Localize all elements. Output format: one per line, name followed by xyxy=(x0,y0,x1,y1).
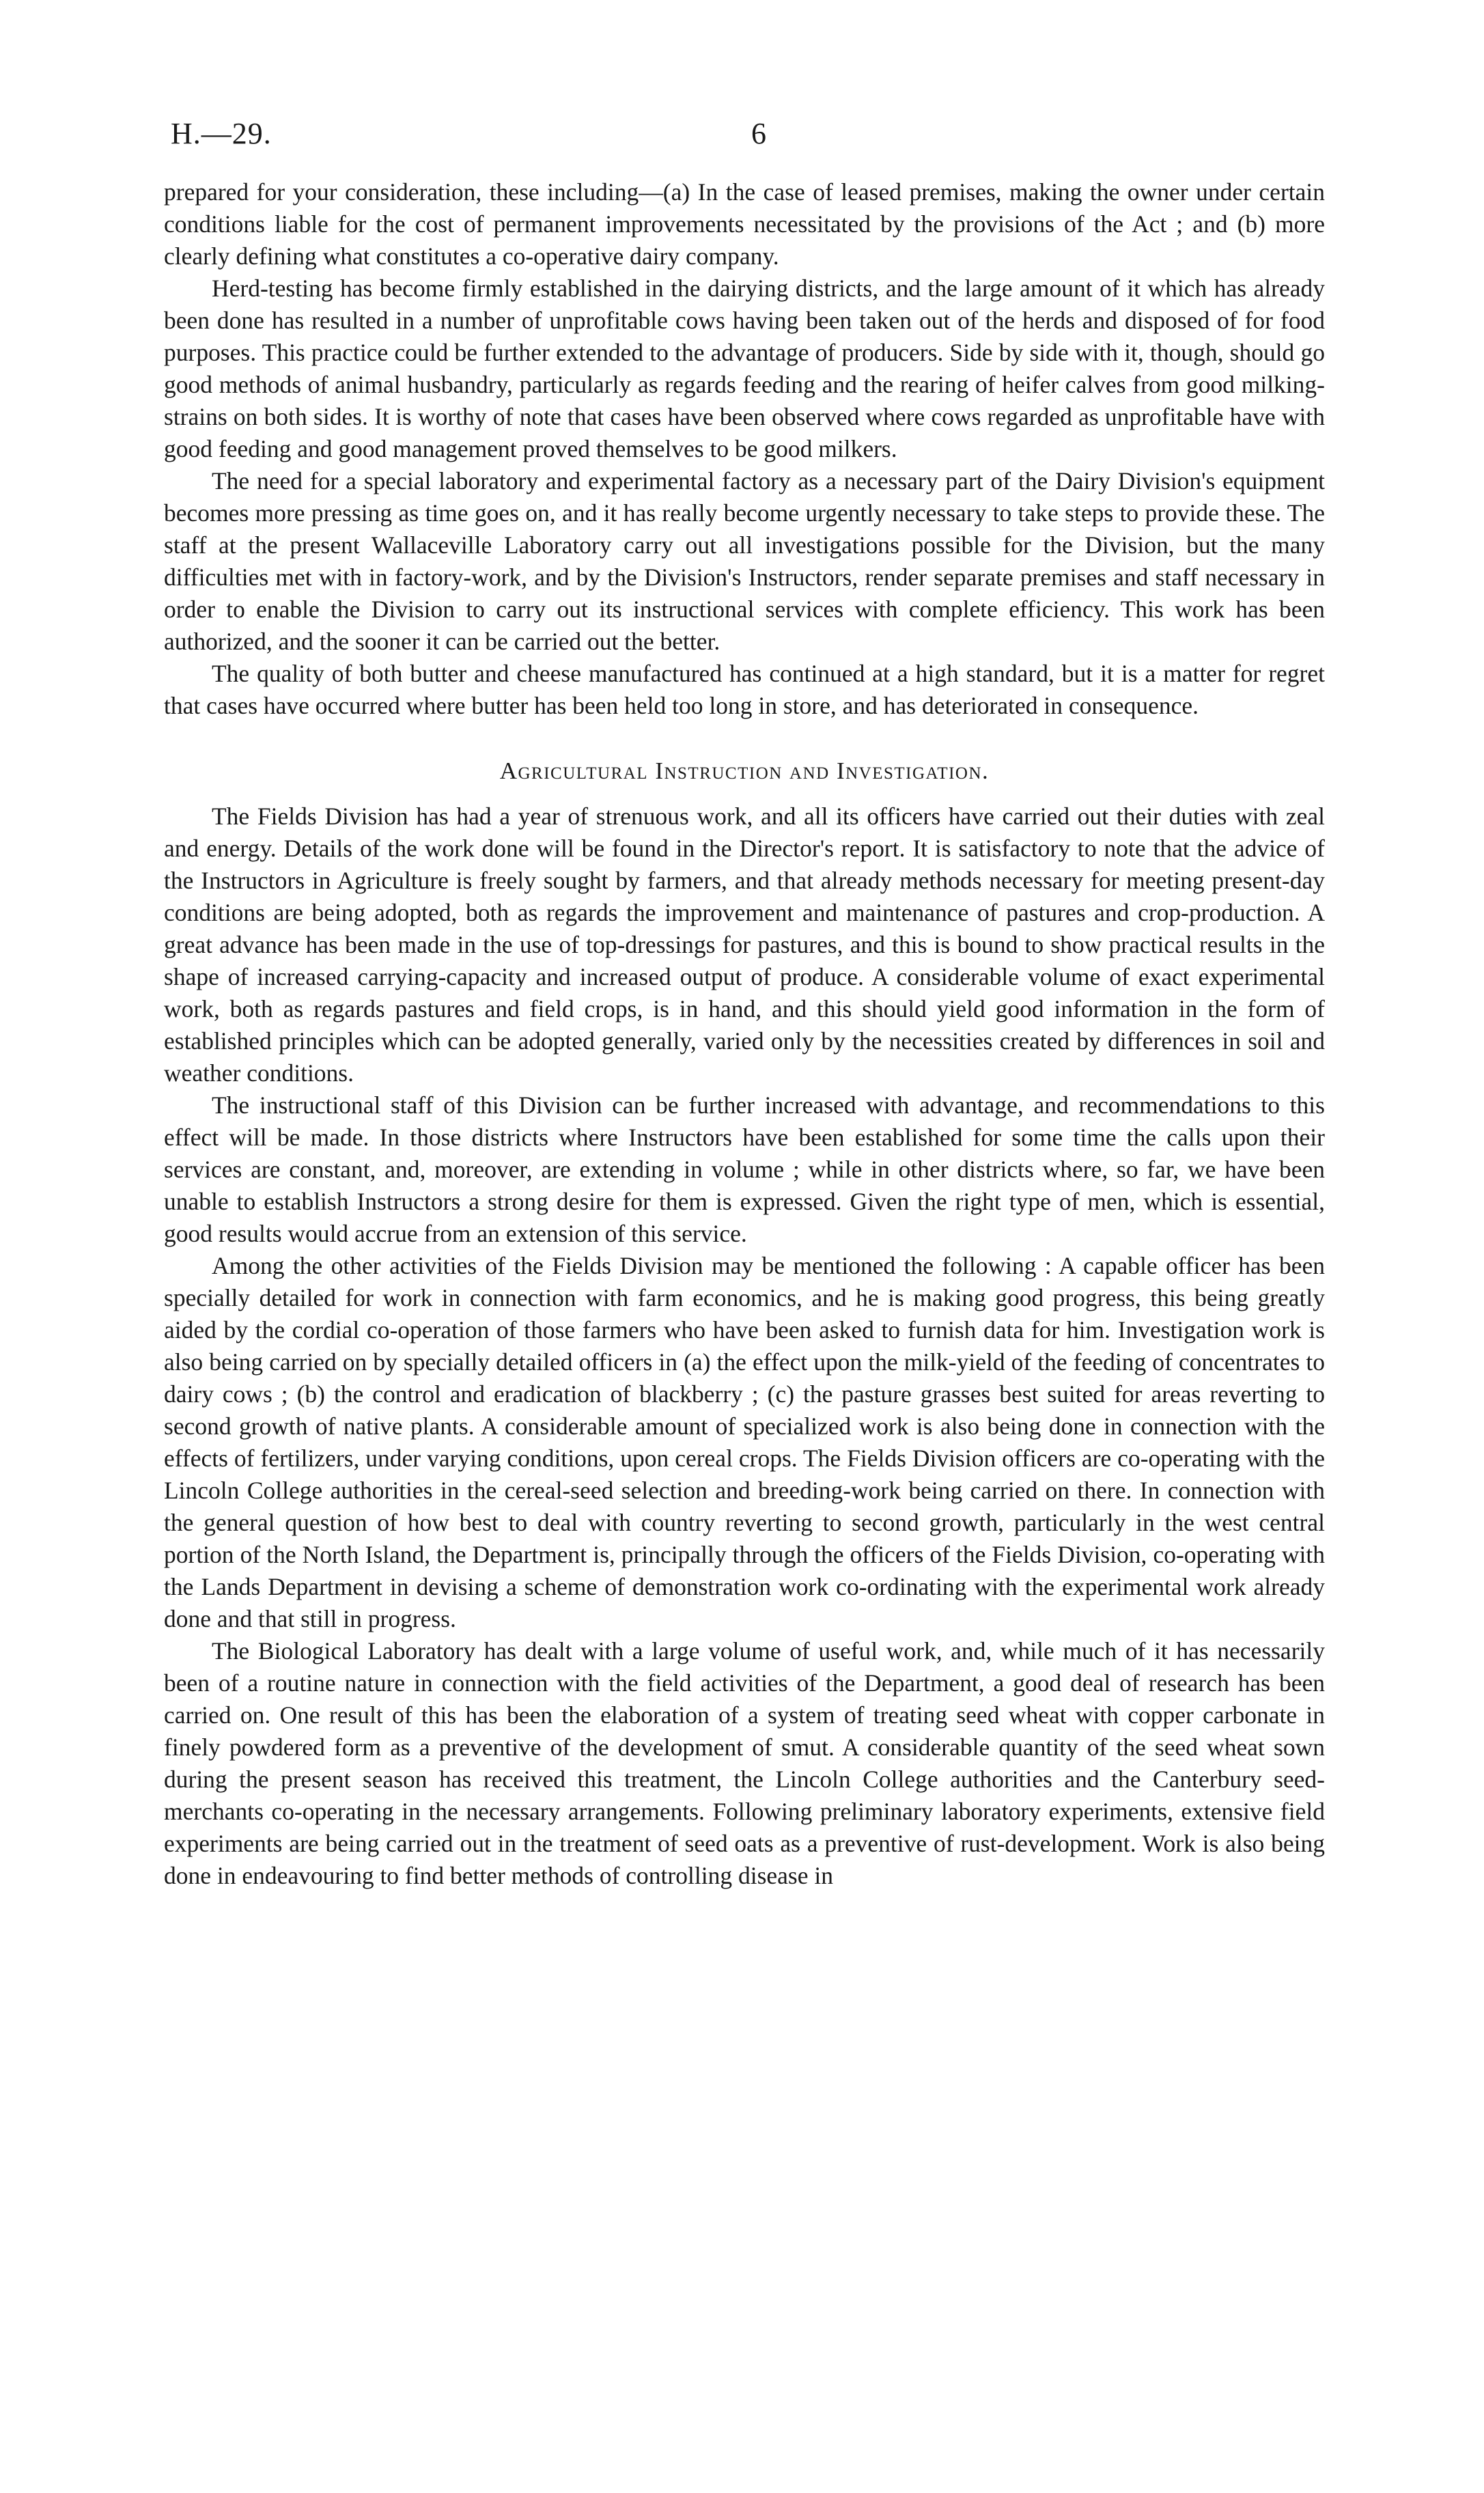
paragraph-herd-testing: Herd-testing has become firmly established in the dairying districts, and the large amount of it which has already been done has resulted in a number of unprofitable cows having been taken out of the herds and disposed of for food purposes. This practice could be further extended to the advantage of producers. Side by side with it, though, should go good methods of animal husbandry, particularly as regards feeding and the rearing of heifer calves from good milking-strains on both sides. It is worthy of note that cases have been observed where cows regarded as unprofitable have with good feeding and good management proved themselves to be good milkers. xyxy=(164,275,1325,462)
paragraph-continuation: prepared for your consideration, these including—(a) In the case of leased premises, making the owner under certain conditions liable for the cost of permanent improvements necessitated by the provisions of the Act ; and (b) more clearly defining what constitutes a co-operative dairy company. xyxy=(164,178,1325,270)
paragraph-biological-laboratory: The Biological Laboratory has dealt with a large volume of useful work, and, while much of it has necessarily been of a routine nature in connection with the field activities of the Department, a good deal of research has been carried on. One result of this has been the elaboration of a system of treating seed wheat with copper carbonate in finely powdered form as a preventive of the development of smut. A considerable quantity of the seed wheat sown during the present season has received this treatment, the Lincoln College authorities and the Canterbury seed-merchants co-operating in the necessary arrangements. Following preliminary laboratory experiments, extensive field experiments are being carried out in the treatment of seed oats as a preventive of rust-development. Work is also being done in endeavouring to find better methods of controlling disease in xyxy=(164,1637,1325,1889)
document-reference: H.—29. xyxy=(171,117,272,150)
paragraph-other-activities: Among the other activities of the Fields Division may be mentioned the following : A capable officer has been specially detailed for work in connection with farm economics, and he is making good progress, this being greatly aided by the cordial co-operation of those farmers who have been asked to furnish data for him. Investigation work is also being carried on by specially detailed officers in (a) the effect upon the milk-yield of the feeding of concentrates to dairy cows ; (b) the control and eradication of blackberry ; (c) the pasture grasses best suited for areas reverting to second growth of native plants. A considerable amount of specialized work is also being done in connection with the effects of fertilizers, under varying conditions, upon cereal crops. The Fields Division officers are co-operating with the Lincoln College authorities in the cereal-seed selection and breeding-work being carried on there. In connection with the general question of how best to deal with country reverting to second growth, particularly in the west central portion of the North Island, the Department is, principally through the officers of the Fields Division, co-operating with the Lands Department in devising a scheme of demonstration work co-ordinating with the experimental work already done and that still in progress. xyxy=(164,1252,1325,1632)
page-number: 6 xyxy=(751,117,766,150)
page-header xyxy=(171,116,1332,157)
paragraph-instructional-staff: The instructional staff of this Division can be further increased with advantage, and recommendations to this effect will be made. In those districts where Instructors have been established for some time the calls upon their services are constant, and, moreover, are extending in volume ; while in other districts where, so far, we have been unable to establish Instructors a strong desire for them is expressed. Given the right type of men, which is essential, good results would accrue from an extension of this service. xyxy=(164,1091,1325,1247)
paragraph-laboratory-need: The need for a special laboratory and experimental factory as a necessary part of the Dairy Division's equipment becomes more pressing as time goes on, and it has really become urgently necessary to take steps to provide these. The staff at the present Wallaceville Laboratory carry out all investigations possible for the Division, but the many difficulties met with in factory-work, and by the Division's Instructors, render separate premises and staff necessary in order to enable the Division to carry out its instructional services with complete efficiency. This work has been authorized, and the sooner it can be carried out the better. xyxy=(164,467,1325,655)
paragraph-butter-quality: The quality of both butter and cheese manufactured has continued at a high standard, but it is a matter for regret that cases have occurred where butter has been held too long in store, and has deteriorated in consequence. xyxy=(164,660,1325,719)
body-text xyxy=(164,176,1325,1892)
paragraph-fields-division: The Fields Division has had a year of strenuous work, and all its officers have carried out their duties with zeal and energy. Details of the work done will be found in the Director's report. It is satisfactory to note that the advice of the Instructors in Agriculture is freely sought by farmers, and that already methods necessary for meeting present-day conditions are being adopted, both as regards the improvement and maintenance of pastures and crop-production. A great advance has been made in the use of top-dressings for pastures, and this is bound to show practical results in the shape of increased carrying-capacity and increased output of produce. A considerable volume of exact experimental work, both as regards pastures and field crops, is in hand, and this should yield good information in the form of established principles which can be adopted generally, varied only by the necessities created by differences in soil and weather conditions. xyxy=(164,803,1325,1087)
section-heading: Agricultural Instruction and Investigation. xyxy=(499,757,990,784)
